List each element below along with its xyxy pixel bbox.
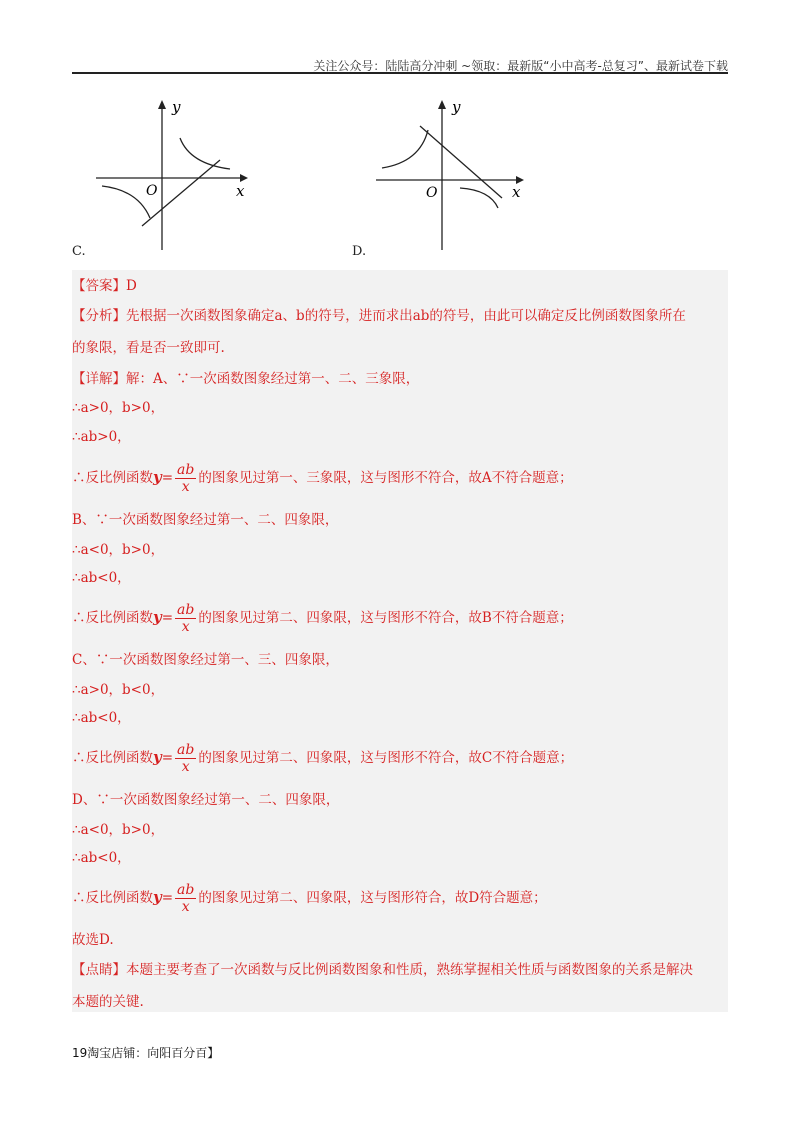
case-b-conclusion [72, 602, 573, 635]
case-b-line-0: B、∵一次函数图象经过第一、二、四象限， [72, 512, 339, 528]
detail-line: 【详解】解：A、∵一次函数图象经过第一、二、三象限， [72, 371, 420, 387]
case-b-line-2: ∴ab<0， [72, 570, 131, 586]
page-header [72, 54, 728, 74]
header-text: 关注公众号：陆陆高分冲刺 ~领取：最新版“小中高考-总复习”、最新试卷下载 [313, 59, 728, 73]
fraction [175, 882, 196, 915]
option-d-label: D. [352, 244, 367, 259]
frac-eq: = [161, 610, 174, 626]
case-c-conclusion [72, 742, 573, 775]
fraction-denominator: x [181, 619, 190, 635]
analysis-line-1: 【分析】先根据一次函数图象确定a、b的符号，进而求出ab的符号，由此可以确定反比例函数图象所在 [72, 308, 686, 324]
case-d-line-1: ∴a<0，b>0， [72, 822, 165, 838]
fraction [175, 462, 196, 495]
hyperbola-q4 [460, 188, 498, 208]
origin-label: O [426, 185, 438, 201]
frac-eq: = [161, 750, 174, 766]
case-d-line-0: D、∵一次函数图象经过第一、二、四象限， [72, 792, 340, 808]
x-axis-arrow [240, 174, 248, 182]
graph-d [372, 94, 542, 254]
frac-prefix: ∴反比例函数 [72, 610, 153, 626]
graph-c-svg [92, 94, 262, 254]
hyperbola-q1 [180, 138, 230, 169]
frac-y: y [153, 608, 162, 626]
page-footer: 19淘宝店铺：向阳百分百】 [72, 1046, 220, 1060]
frac-suffix: 的图象见过第二、四象限，这与图形符合，故D符合题意； [198, 890, 547, 906]
frac-prefix: ∴反比例函数 [72, 890, 153, 906]
x-axis-label: x [236, 182, 245, 200]
comment-line-2: 本题的关键. [72, 994, 144, 1010]
case-b-line-1: ∴a<0，b>0， [72, 542, 165, 558]
case-c-line-0: C、∵一次函数图象经过第一、三、四象限， [72, 652, 339, 668]
final-choice: 故选D. [72, 932, 114, 948]
y-axis-arrow [158, 100, 166, 109]
frac-eq: = [161, 890, 174, 906]
case-c-line-1: ∴a>0，b<0， [72, 682, 165, 698]
fraction [175, 742, 196, 775]
frac-y: y [153, 748, 162, 766]
frac-suffix: 的图象见过第二、四象限，这与图形不符合，故B不符合题意； [198, 610, 573, 626]
graph-c [92, 94, 262, 254]
case-a-line-2: ∴ab>0， [72, 429, 131, 445]
fraction [175, 602, 196, 635]
frac-y: y [153, 888, 162, 906]
frac-suffix: 的图象见过第一、三象限，这与图形不符合，故A不符合题意； [198, 470, 573, 486]
fraction-numerator: ab [177, 742, 195, 758]
fraction-numerator: ab [177, 882, 195, 898]
case-d-line-2: ∴ab<0， [72, 850, 131, 866]
fraction-denominator: x [181, 759, 190, 775]
y-axis-arrow [438, 100, 446, 109]
case-d-conclusion [72, 882, 547, 915]
case-a-line-1: ∴a>0，b>0， [72, 400, 165, 416]
graph-d-svg [372, 94, 542, 254]
frac-eq: = [161, 470, 174, 486]
fraction-denominator: x [181, 479, 190, 495]
analysis-line-2: 的象限，看是否一致即可. [72, 340, 225, 356]
y-axis-label: y [452, 98, 461, 116]
fraction-numerator: ab [177, 462, 195, 478]
frac-suffix: 的图象见过第二、四象限，这与图形不符合，故C不符合题意； [198, 750, 574, 766]
frac-y: y [153, 468, 162, 486]
option-c-label: C. [72, 244, 86, 259]
frac-prefix: ∴反比例函数 [72, 750, 153, 766]
case-a-conclusion [72, 462, 573, 495]
frac-prefix: ∴反比例函数 [72, 470, 153, 486]
case-c-line-2: ∴ab<0， [72, 710, 131, 726]
answer-line: 【答案】D [72, 278, 137, 294]
comment-line-1: 【点睛】本题主要考查了一次函数与反比例函数图象和性质，熟练掌握相关性质与函数图象的关系是解决 [72, 962, 693, 978]
origin-label: O [146, 183, 158, 199]
hyperbola-q3 [102, 186, 150, 218]
hyperbola-q2 [382, 130, 428, 168]
y-axis-label: y [172, 98, 181, 116]
fraction-denominator: x [181, 899, 190, 915]
x-axis-label: x [512, 183, 521, 201]
fraction-numerator: ab [177, 602, 195, 618]
